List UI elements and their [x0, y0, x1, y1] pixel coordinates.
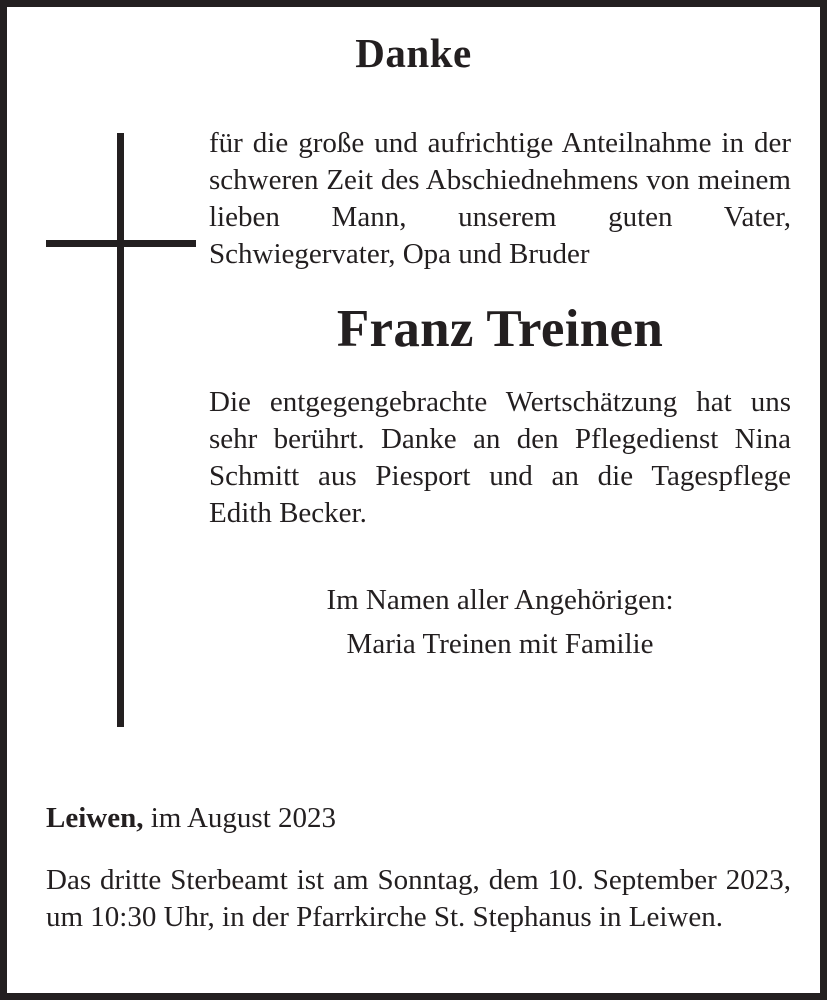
christian-cross-icon	[46, 133, 196, 733]
cross-horizontal-bar	[46, 240, 196, 247]
notice-body	[209, 125, 791, 666]
footer-service-note: Das dritte Sterbeamt ist am Sonntag, dem 10. September 2023, um 10:30 Uhr, in der Pfarrkirche St. Stephanus in Leiwen.	[46, 864, 791, 933]
page-title: Danke	[355, 30, 472, 76]
intro-paragraph: für die große und aufrichtige Anteilnahme in der schweren Zeit des Abschiednehmens von meinem lieben Mann, unserem guten Vater, Schwiegervater, Opa und Bruder	[209, 127, 791, 270]
thanks-paragraph: Die entgegengebrachte Wertschätzung hat uns sehr berührt. Danke an den Pflegedienst Nina Schmitt aus Piesport und an die Tagespflege Edith Becker.	[209, 386, 791, 530]
footer-date: im August 2023	[150, 802, 337, 834]
closing-block	[209, 578, 791, 666]
cross-vertical-bar	[117, 133, 124, 727]
footer-place-name: Leiwen,	[46, 802, 144, 834]
footer-place-and-date	[46, 800, 791, 836]
deceased-name: Franz Treinen	[336, 300, 664, 358]
closing-line-on-behalf: Im Namen aller Angehörigen:	[326, 584, 674, 617]
closing-line-family: Maria Treinen mit Familie	[346, 628, 654, 661]
notice-footer	[46, 800, 791, 936]
